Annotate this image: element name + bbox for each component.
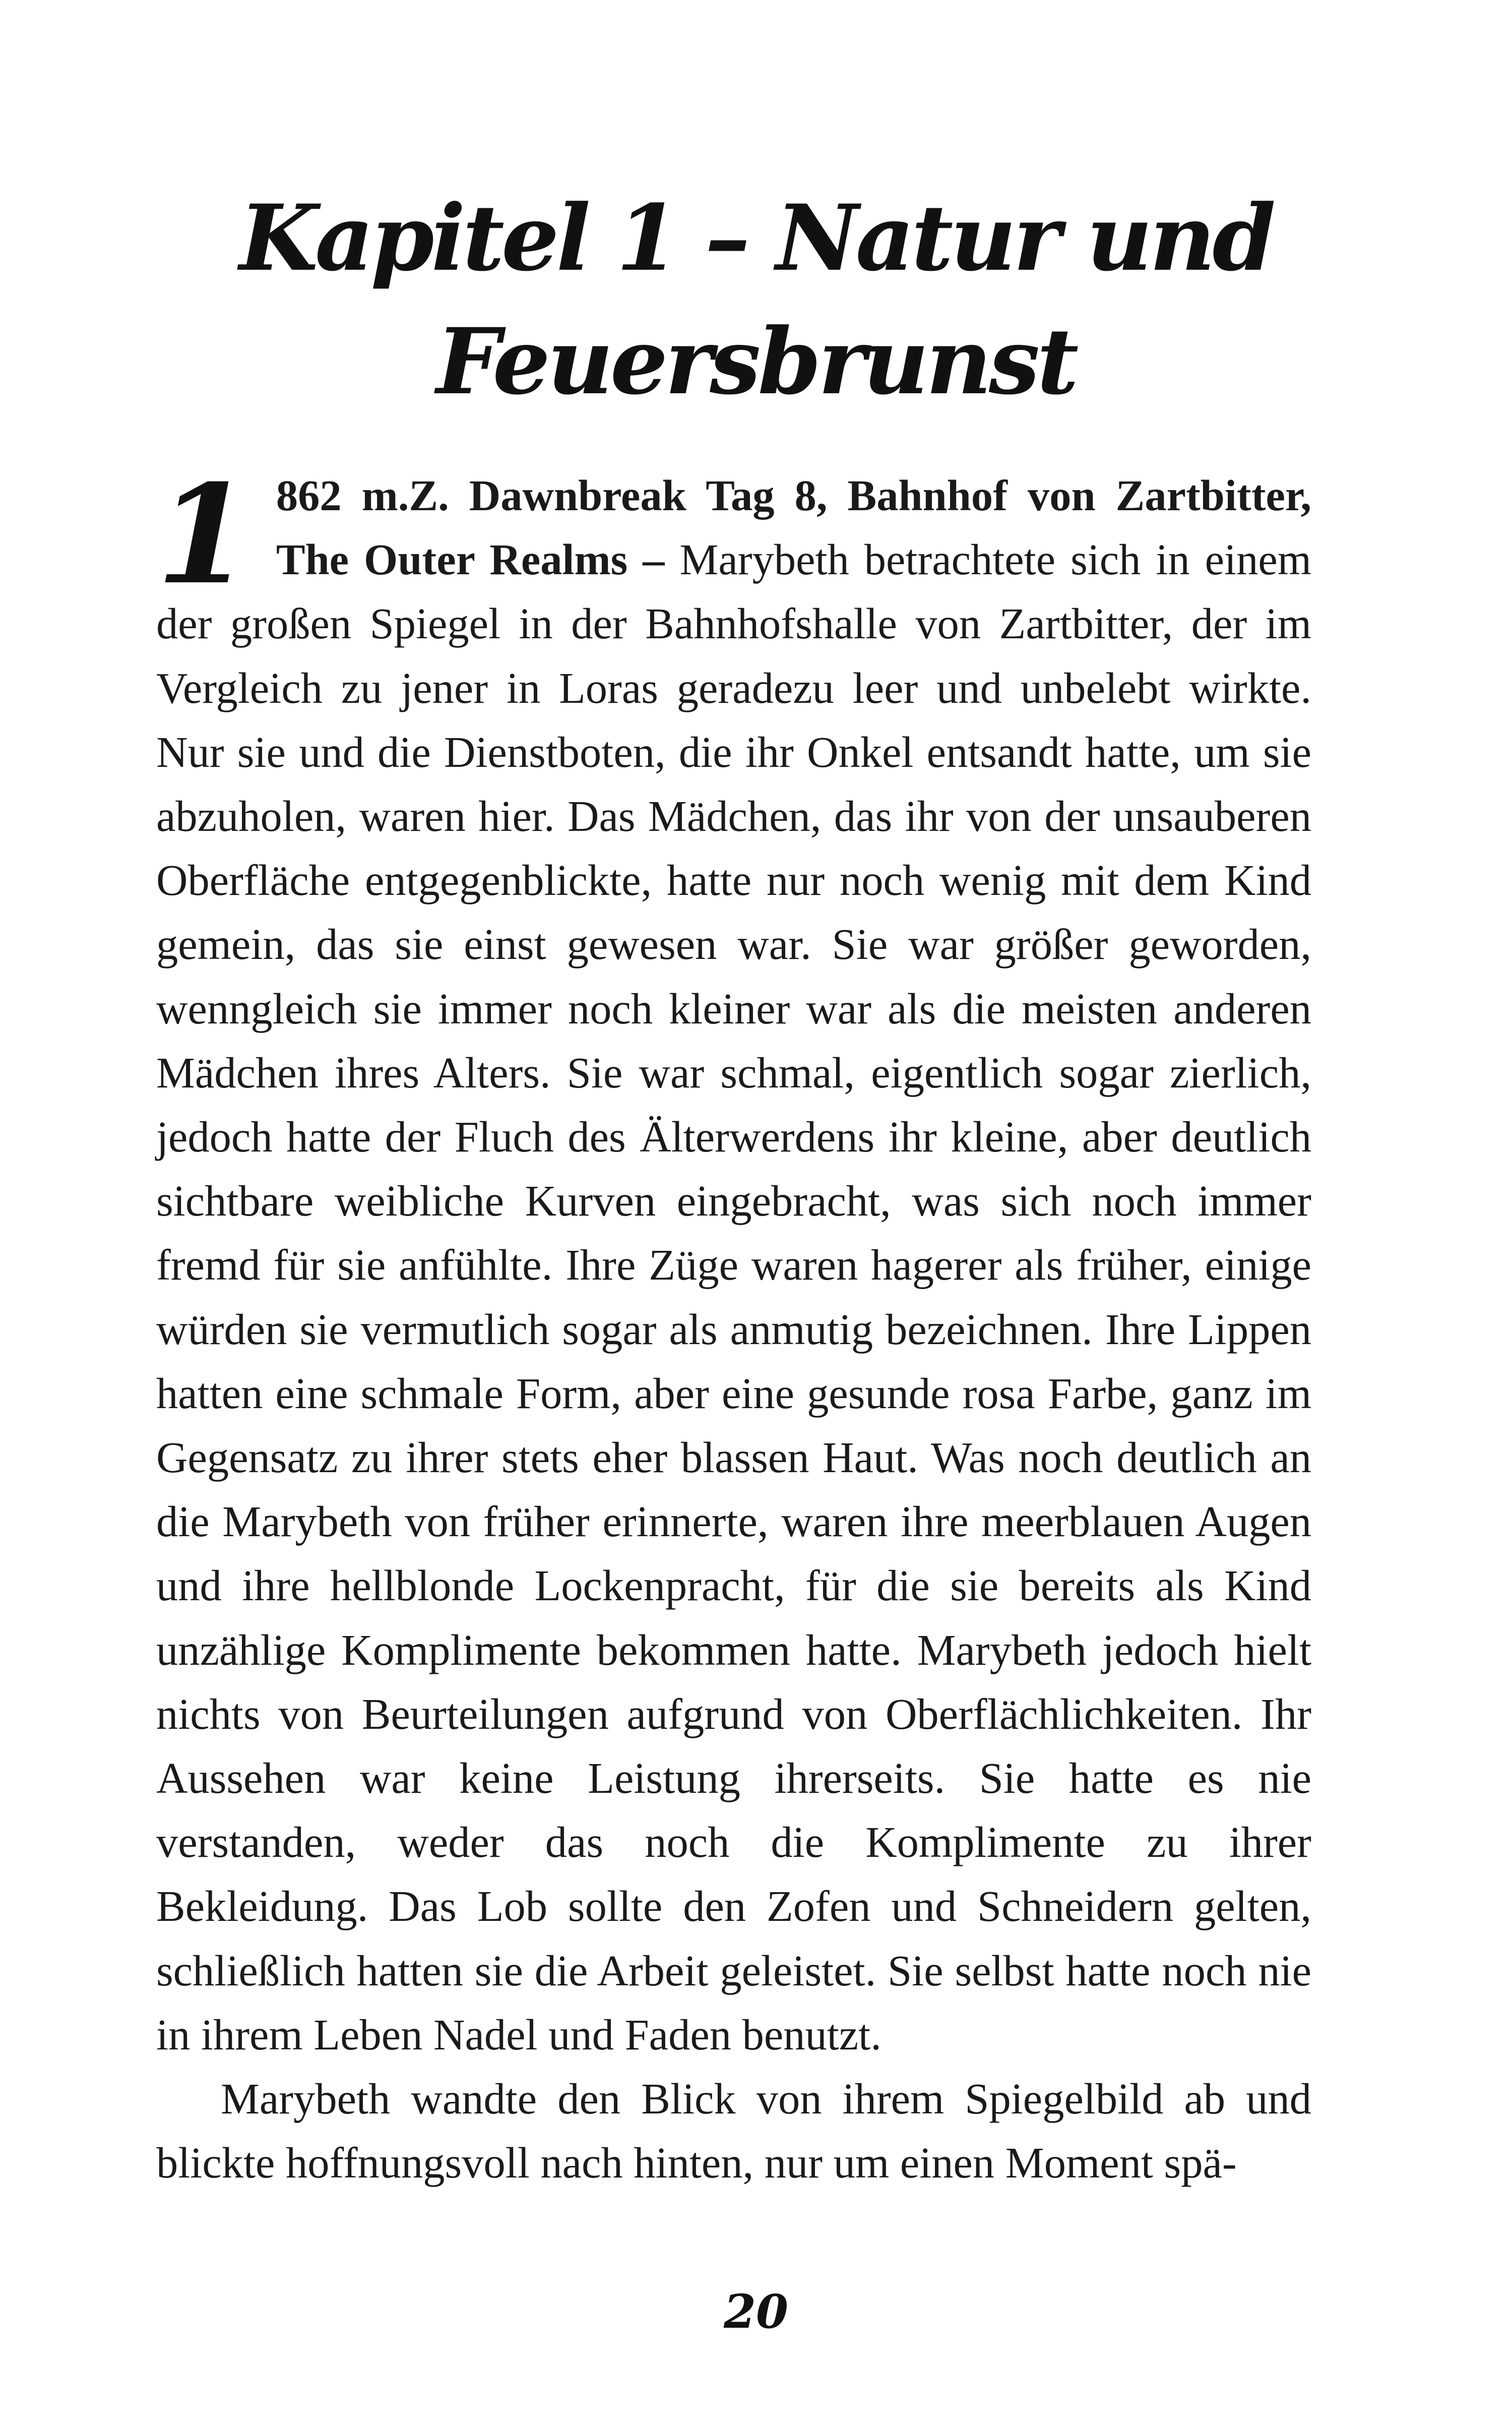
drop-cap: 1: [156, 454, 251, 615]
opening-paragraph-text: Marybeth betrachtete sich in einem der großen Spiegel in der Bahnhofshalle von Zartbitter, der im Vergleich zu jener in Loras geradezu leer und unbelebt wirkte. Nur sie und die Dienstboten, die ihr Onkel entsandt hatte, um sie abzuholen, waren hier. Das Mädchen, das ihr von der unsauberen Oberfläche entgegenblickte, hatte nur noch wenig mit dem Kind gemein, das sie einst gewesen war. Sie war größer geworden, wenngleich sie immer noch kleiner war als die meisten anderen Mädchen ihres Alters. Sie war schmal, eigentlich sogar zierlich, jedoch hatte der Fluch des Älterwerdens ihr kleine, aber deutlich sichtbare weibliche Kurven eingebracht, was sich noch immer fremd für sie anfühlte. Ihre Züge waren hagerer als früher, einige würden sie vermutlich sogar als anmutig bezeichnen. Ihre Lippen hatten eine schmale Form, aber eine gesunde rosa Farbe, ganz im Gegensatz zu ihrer stets eher blassen Haut. Was noch deutlich an die Marybeth von früher erinnerte, waren ihre meerblauen Augen und ihre hellblonde Lockenpracht, für die sie bereits als Kind unzählige Komplimente bekommen hatte. Marybeth jedoch hielt nichts von Beurteilungen aufgrund von Oberflächlichkeiten. Ihr Aussehen war keine Leistung ihrerseits. Sie hatte es nie verstanden, weder das noch die Komplimente zu ihrer Bekleidung. Das Lob sollte den Zofen und Schneidern gelten, schließlich hatten sie die Arbeit geleistet. Sie selbst hatte noch nie in ihrem Leben Nadel und Faden benutzt.: [156, 535, 1311, 2059]
opening-dateline: 862 m.Z. Dawnbreak Tag 8, Bahnhof von Zartbitter, The Outer Realms –: [276, 471, 1311, 584]
chapter-title-line-2: Feuersbrunst: [436, 309, 1076, 415]
page-number: 20: [723, 2284, 789, 2339]
chapter-body: [156, 454, 1311, 2195]
second-paragraph: Marybeth wandte den Blick von ihrem Spiegelbild ab und blickte hoffnungsvoll nach hinten, nur um einen Moment spä-: [156, 2075, 1311, 2188]
chapter-title-line-1: Kapitel 1 – Natur und: [239, 185, 1273, 291]
opening-paragraph: [156, 454, 1311, 2067]
chapter-title: [151, 176, 1361, 424]
